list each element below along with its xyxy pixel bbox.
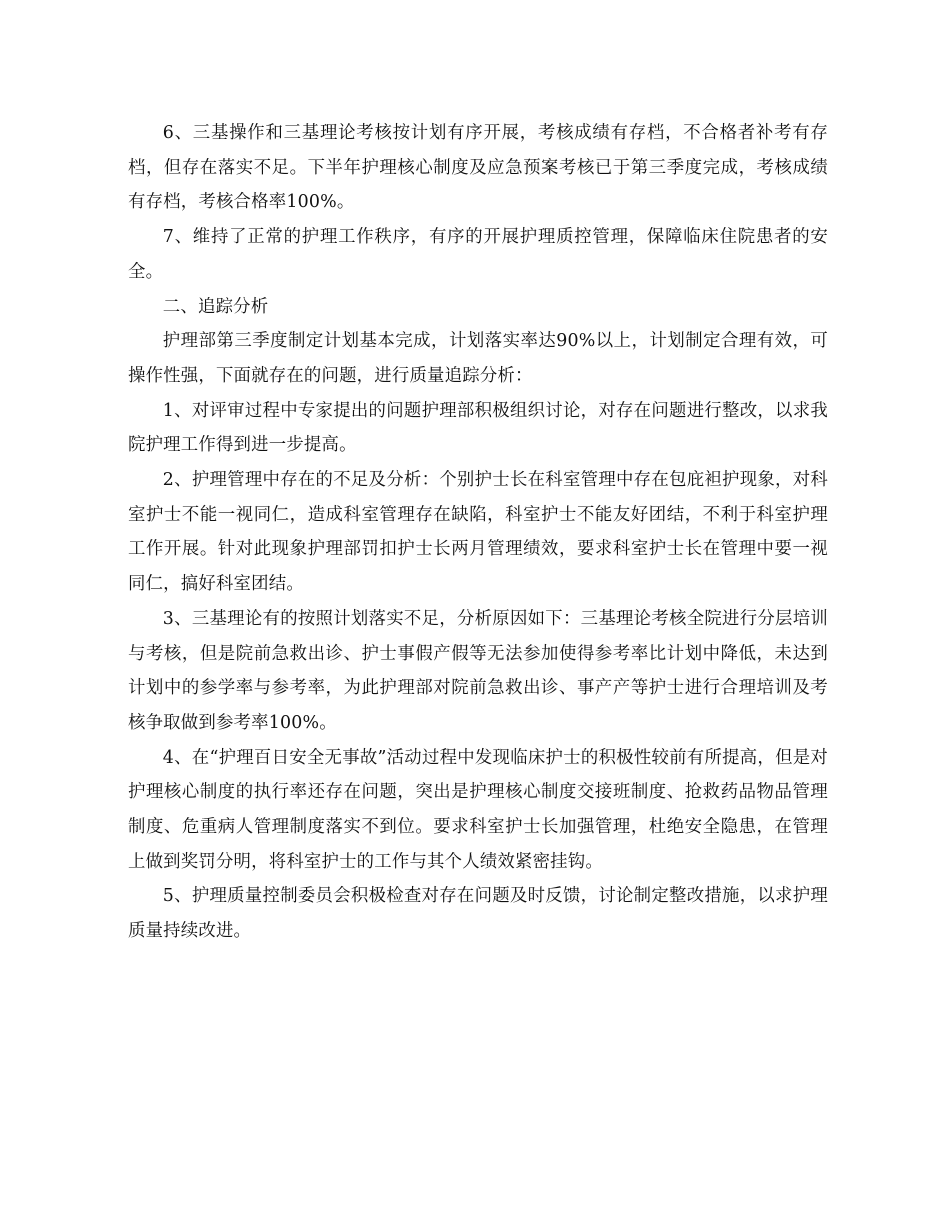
paragraph-analysis-1: 1、对评审过程中专家提出的问题护理部积极组织讨论，对存在问题进行整改，以求我院护理工作得到进一步提高。 — [128, 400, 828, 456]
paragraph-analysis-4: 4、在“护理百日安全无事故”活动过程中发现临床护士的积极性较前有所提高，但是对护理核心制度的执行率还存在问题，突出是护理核心制度交接班制度、抢救药品物品管理制度、危重病人管理制度落实不到位。要求科室护士长加强管理，杜绝安全隐患，在管理上做到奖罚分明，将科室护士的工作与其个人绩效紧密挂钩。 — [128, 747, 828, 872]
document-body — [128, 116, 828, 949]
paragraph-analysis-2: 2、护理管理中存在的不足及分析：个别护士长在科室管理中存在包庇袒护现象，对科室护士不能一视同仁，造成科室管理存在缺陷，科室护士不能友好团结，不利于科室护理工作开展。针对此现象护理部罚扣护士长两月管理绩效，要求科室护士长在管理中要一视同仁，搞好科室团结。 — [128, 470, 828, 595]
paragraph-analysis-3: 3、三基理论有的按照计划落实不足，分析原因如下：三基理论考核全院进行分层培训与考核，但是院前急救出诊、护士事假产假等无法参加使得参考率比计划中降低，未达到计划中的参学率与参考率，为此护理部对院前急救出诊、事产产等护士进行合理培训及考核争取做到参考率100%。 — [128, 608, 828, 733]
paragraph-analysis-5: 5、护理质量控制委员会积极检查对存在问题及时反馈，讨论制定整改措施，以求护理质量持续改进。 — [128, 886, 828, 942]
paragraph-item-6: 6、三基操作和三基理论考核按计划有序开展，考核成绩有存档，不合格者补考有存档，但存在落实不足。下半年护理核心制度及应急预案考核已于第三季度完成，考核成绩有存档，考核合格率100%。 — [128, 123, 828, 213]
paragraph-item-7: 7、维持了正常的护理工作秩序，有序的开展护理质控管理，保障临床住院患者的安全。 — [128, 227, 828, 282]
paragraph-tracking-intro: 护理部第三季度制定计划基本完成，计划落实率达90%以上，计划制定合理有效，可操作性强，下面就存在的问题，进行质量追踪分析： — [128, 331, 828, 386]
section-heading-tracking-analysis: 二、追踪分析 — [162, 296, 269, 317]
